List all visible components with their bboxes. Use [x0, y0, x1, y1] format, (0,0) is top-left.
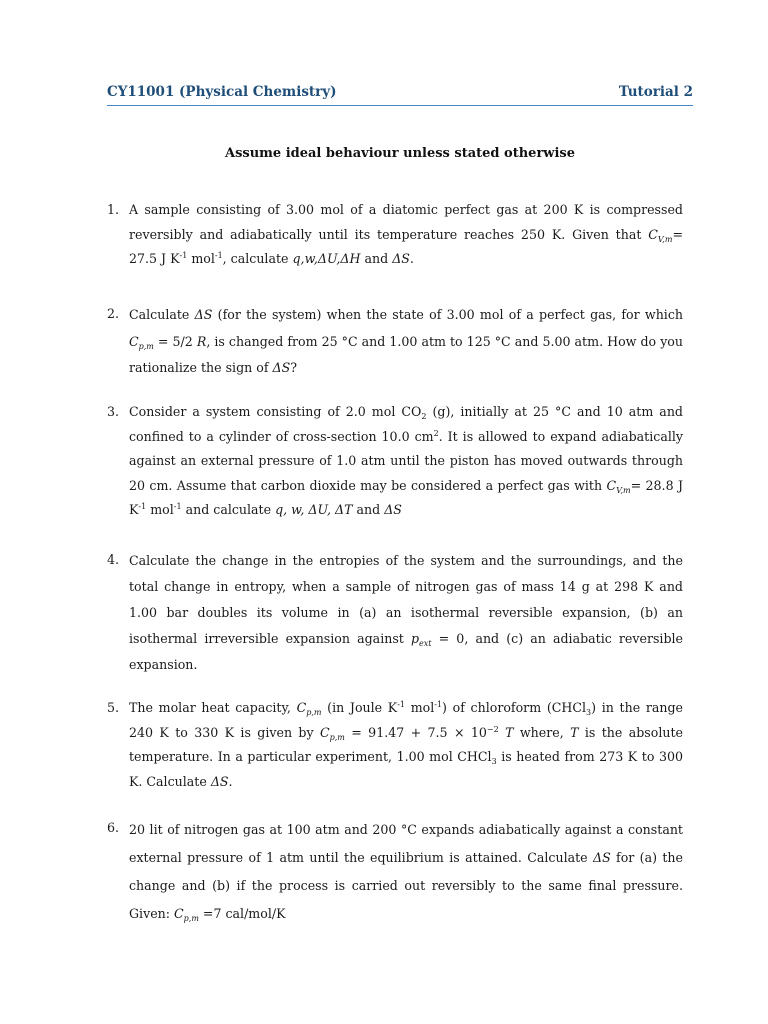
problem-number: 2. — [107, 306, 120, 321]
problem-text: Calculate the change in the entropies of the system and the surroundings, and the total change in entropy, when a sample of nitrogen gas of mass 14 g at 298 K and 1.00 bar doubles its volume in (a) an isothermal reversible expansion, (b) an isothermal irreversible expansion against $p_{ext} = 0$, and (c) an adiabatic reversible expansion. — [129, 553, 684, 672]
problem-number: 3. — [107, 404, 120, 419]
problem-number: 1. — [107, 202, 120, 217]
problem-2 — [107, 302, 683, 382]
problem-text: 20 lit of nitrogen gas at 100 atm and 200 °C expands adiabatically against a constant external pressure of 1 atm until the equilibrium is attained. Calculate ΔS for (a) the change and (b) if the process is carried out reversibly to the same final pressure. Given: $C_{p,m} =7$ cal/mol/K — [129, 822, 683, 923]
problem-text: Calculate ΔS (for the system) when the state of 3.00 mol of a perfect gas, for which $C_{p,m} = 5/2$ R, is changed from 25 °C and 1.00 atm to 125 °C and 5.00 atm. How do you rationalize the sign of ΔS? — [129, 307, 683, 375]
header-divider — [107, 105, 693, 106]
problem-5 — [107, 696, 683, 794]
page-header — [107, 84, 693, 100]
problem-number: 5. — [107, 700, 120, 715]
instructions: Assume ideal behaviour unless stated otherwise — [224, 146, 576, 161]
problem-text: A sample consisting of 3.00 mol of a diatomic perfect gas at 200 K is compressed reversibly and adiabatically until its temperature reaches 250 K. Given that $C_{V,m}= 27.5$ J $K^{-1}$ mol$^{-1}$, calculate q,w,ΔU,ΔH and ΔS. — [129, 202, 683, 266]
problem-number: 4. — [107, 552, 120, 567]
problem-1 — [107, 198, 683, 272]
problem-6 — [107, 816, 683, 928]
problem-3 — [107, 400, 683, 523]
tutorial-label: Tutorial 2 — [618, 84, 693, 100]
problem-text: The molar heat capacity, $C_{p,m}$ (in Joule $K^{-1}$ mol$^{-1}$) of chloroform (CHCl$_3$) in the range 240 K to 330 K is given by $C_{p,m} = 91.47 + 7.5 \times 10^{-2}$ T where, T is the absolute temperature. In a particular experiment, 1.00 mol CHCl$_3$ is heated from 273 K to 300 K. Calculate ΔS. — [129, 700, 683, 789]
course-title: CY11001 (Physical Chemistry) — [107, 84, 337, 100]
problem-text: Consider a system consisting of 2.0 mol $CO_2$ (g), initially at 25 °C and 10 atm and confined to a cylinder of cross-section 10.0 $cm^2$. It is allowed to expand adiabatically against an external pressure of 1.0 atm until the piston has moved outwards through 20 cm. Assume that carbon dioxide may be considered a perfect gas with $C_{V,m}= 28.8$ J $K^{-1}$ mol$^{-1}$ and calculate q, w, ΔU, ΔT and ΔS — [129, 404, 683, 517]
problem-number: 6. — [107, 820, 120, 835]
problem-4 — [107, 548, 683, 678]
